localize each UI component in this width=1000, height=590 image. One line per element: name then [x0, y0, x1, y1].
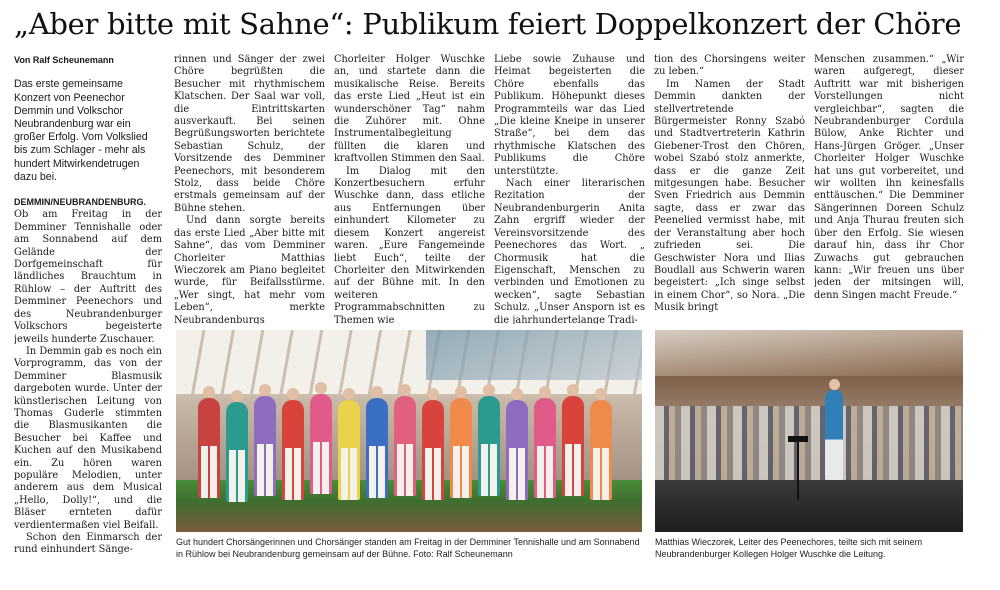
article-paragraph: Liebe sowie Zuhause und Heimat begeisterten die Chöre ebenfalls das Publikum. Höhepunkt dieses Programmteils war das Lied „Die kleine Kneipe in unserer Straße“, bei dem das rhythmische Klatschen des Publikums die Chöre unterstützte. [494, 54, 645, 177]
article-paragraph: Chorleiter Holger Wuschke an, und startete dann die musikalische Reise. Bereits das erste Lied „Heut ist ein wunderschöner Tag“ nahm die Zuhörer mit. Ohne Instrumentalbegleitung füllten die klaren und kraftvollen Stimmen den Saal. [334, 54, 485, 165]
singer [282, 400, 304, 500]
column-6 [814, 54, 964, 324]
audience-photo-caption: Matthias Wieczorek, Leiter des Peenechores, teilte sich mit seinem Neubrandenburger Kollegen Holger Wuschke die Leitung. [655, 537, 923, 560]
singer [534, 398, 556, 498]
column-2 [174, 54, 325, 324]
hall-roof-shadow [426, 330, 642, 380]
singer [226, 402, 248, 502]
headline: „Aber bitte mit Sahne“: Publikum feiert Doppelkonzert der Chöre [14, 7, 962, 41]
singer [394, 396, 416, 496]
article-paragraph: Im Namen der Stadt Demmin dankten der stellvertretende Bürgermeister Ronny Szabó und Stadtvertreterin Kathrin Giebener-Trost den Chören, wobei Szabó stolz anmerkte, dass er die ganze Zeit mitgesungen habe. Besucher Sven Friedrich aus Demmin sagte, dass er zwar das Peenelied vermisst habe, mit der Veranstaltung aber hoch zufrieden sei. Die Geschwister Nora und Ilias Boudlall aus Schwerin waren begeistert: „Ich singe selbst in einem Chor“, so Nora. „Die Musik bringt [654, 78, 805, 314]
singer [506, 400, 528, 500]
hall-ceiling [655, 330, 963, 376]
article-paragraph: Und dann sorgte bereits das erste Lied „Aber bitte mit Sahne“, das vom Demminer Chorleiter Matthias Wieczorek am Piano begleitet wurde, für Beifallsstürme. „Wer singt, hat mehr vom Leben“, merkte Neubrandenburgs [174, 215, 325, 324]
article-paragraph: Menschen zusammen.“ „Wir waren aufgeregt, dieser Auftritt war mit bisherigen Vorstellungen nicht vergleichbar“, sagten die Neubrandenburger Cordula Bülow, Anke Richter und Hans-Jürgen Gröger. „Unser Chorleiter Holger Wuschke hat uns gut vorbereitet, und wir wollten ihn keinesfalls enttäuschen.“ Die Demminer Sängerinnen Doreen Schulz und Anja Thurau freuten sich über den Erfolg. Sie wiesen darauf hin, dass ihr Chor Zuwachs gut gebrauchen kann: „Wir freuen uns über jeden der mitsingen will, denn Singen macht Freude.“ [814, 54, 964, 301]
article-paragraph: In Demmin gab es noch ein Vorprogramm, das von der Demminer Blasmusik dargeboten wurde. Unter der künstlerischen Leitung von Thomas Guderle stimmten die Blasmusikanten die Besucher bei Kaffee und Kuchen auf den Musikabend ein. Zu hören waren populäre Melodien, unter anderem aus dem Musical „Hello, Dolly!“, und die Bläser ernteten dafür verdientermaßen viel Beifall. [14, 345, 162, 531]
column-4 [494, 54, 645, 324]
article-paragraph: tion des Chorsingens weiter zu leben.“ [654, 54, 805, 78]
article-paragraph: Im Dialog mit den Konzertbesuchern erfuhr Wuschke dann, dass etliche aus Entfernungen über einhundert Kilometer zu diesem Konzert angereist waren. „Eure Fangemeinde liebt Euch“, teilte der Chorleiter den Mitwirkenden auf der Bühne mit. In den weiteren Programmabschnitten zu Themen wie [334, 165, 485, 324]
column-1 [14, 54, 162, 554]
audience [655, 406, 963, 480]
article-paragraph [14, 196, 162, 346]
audience-photo [655, 330, 963, 532]
singer [562, 396, 584, 496]
article-paragraph: Nach einer literarischen Rezitation der Neubrandenburgerin Anita Zahn ergriff wieder der Vereinsvorsitzende des Peenechores das Wort. „ Chormusik hat die Eigenschaft, Menschen zu verbinden und Emotionen zu wecken“, sagte Sebastian Schulz. „Unser Ansporn ist es die jahrhundertelange Tradi- [494, 178, 645, 324]
singer [254, 396, 276, 496]
singer [338, 400, 360, 500]
singer [450, 398, 472, 498]
singer [310, 394, 332, 494]
choir-photo [176, 330, 642, 532]
column-3 [334, 54, 485, 324]
article-paragraph: rinnen und Sänger der zwei Chöre begrüßten die Besucher mit rhythmischem Klatschen. Der Saal war voll, die Eintrittskarten ausverkauft. Bei seinen Begrüßungsworten berichtete Sebastian Schulz, der Vorsitzende des Demminer Peenechors, mit besonderem Stolz, dass beide Chöre erstmals gemeinsam auf der Bühne stehen. [174, 54, 325, 214]
singer [478, 396, 500, 496]
singer [366, 398, 388, 498]
singer [422, 400, 444, 500]
paragraph-text: Ob am Freitag in der Demminer Tennishalle oder am Sonnabend auf dem Gelände der Dorfgemeinschaft für ländliches Brauchtum in Rühlow – der Auftritt des Demminer Peenechors und des Neubrandenburger Volkschors begeisterte jeweils hunderte Zuschauer. [14, 209, 162, 345]
author: Von Ralf Scheunemann [14, 55, 114, 65]
singer [590, 400, 612, 500]
singer [198, 398, 220, 498]
conductor [825, 390, 843, 480]
floor [655, 480, 963, 532]
article-paragraph: Schon den Einmarsch der rund einhundert Sänge- [14, 532, 162, 554]
choir-photo-caption: Gut hundert Chorsängerinnen und Chorsänger standen am Freitag in der Demminer Tennishalle und am Sonnabend in Rühlow bei Neubrandenburg gemeinsam auf der Bühne. Foto: Ralf Scheunemann [176, 537, 640, 560]
music-stand [797, 440, 799, 500]
column-5 [654, 54, 805, 324]
lead-paragraph: Das erste gemeinsame Konzert von Peenechor Demmin und Volkschor Neubrandenburg war ein großer Erfolg. Vom Volkslied bis zum Schlager - mehr als hundert Mitwirkendetrugen dazu bei. [14, 78, 148, 183]
dateline: DEMMIN/NEUBRANDENBURG. [14, 197, 146, 208]
